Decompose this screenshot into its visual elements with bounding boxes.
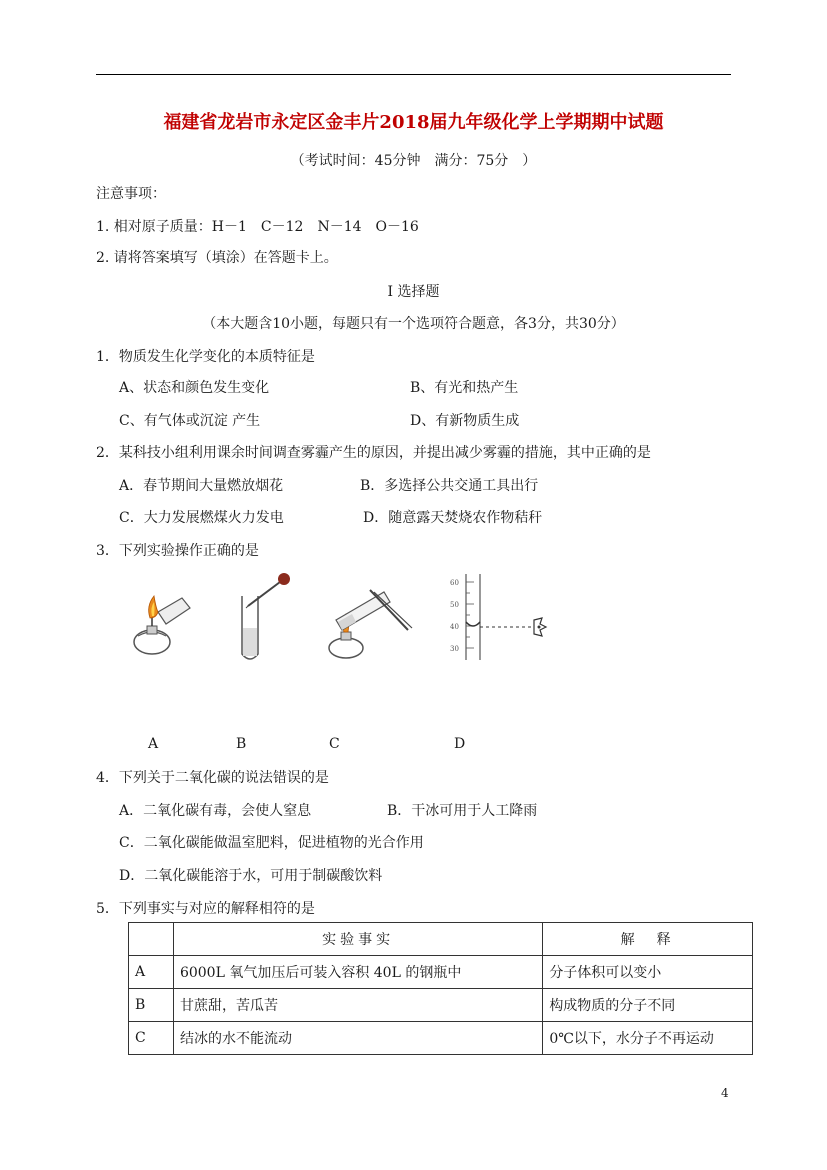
table-header-cell: 解 释 — [543, 923, 753, 956]
q5-table — [128, 922, 753, 1055]
q2-option-a: A．春节期间大量燃放烟花 — [119, 478, 284, 494]
figure-c-heating-test-tube — [326, 572, 416, 664]
q1-stem: 1．物质发生化学变化的本质特征是 — [96, 349, 315, 365]
table-cell: 分子体积可以变小 — [543, 956, 753, 989]
q2-stem: 2．某科技小组利用课余时间调查雾霾产生的原因，并提出减少雾霾的措施，其中正确的是 — [96, 445, 651, 461]
figure-d-graduated-cylinder — [446, 572, 556, 664]
q2-option-c: C．大力发展燃煤火力发电 — [119, 510, 284, 526]
q3-stem: 3．下列实验操作正确的是 — [96, 543, 259, 559]
table-cell: 6000L 氧气加压后可装入容积 40L 的钢瓶中 — [173, 956, 542, 989]
table-cell: A — [129, 956, 174, 989]
section-desc: （本大题含10小题，每题只有一个选项符合题意，各3分，共30分） — [202, 316, 625, 332]
table-cell: 甘蔗甜，苦瓜苦 — [173, 989, 542, 1022]
table-row — [129, 989, 753, 1022]
figure-a-alcohol-lamp — [128, 572, 198, 664]
notes-heading: 注意事项： — [96, 186, 166, 202]
q4-stem: 4．下列关于二氧化碳的说法错误的是 — [96, 770, 329, 786]
section-title: I 选择题 — [387, 284, 440, 300]
table-cell: 构成物质的分子不同 — [543, 989, 753, 1022]
q1-option-b: B、有光和热产生 — [410, 380, 519, 396]
q4-option-b: B．干冰可用于人工降雨 — [387, 803, 538, 819]
q1-option-a: A、状态和颜色发生变化 — [119, 380, 270, 396]
q2-option-b: B．多选择公共交通工具出行 — [360, 478, 539, 494]
q1-option-d: D、有新物质生成 — [410, 413, 520, 429]
figure-b-dropper-test-tube — [228, 572, 298, 664]
exam-info: （考试时间：45分钟 满分：75分 ） — [290, 153, 537, 169]
table-cell: B — [129, 989, 174, 1022]
page-title: 福建省龙岩市永定区金丰片2018届九年级化学上学期期中试题 — [163, 112, 664, 133]
page-number: 4 — [721, 1086, 729, 1100]
table-cell: C — [129, 1022, 174, 1055]
scale-tick-30: 30 — [450, 645, 459, 653]
note-1: 1. 相对原子质量：H－1 C－12 N－14 O－16 — [96, 219, 419, 235]
q4-option-c: C．二氧化碳能做温室肥料，促进植物的光合作用 — [119, 835, 424, 851]
table-row — [129, 956, 753, 989]
figure-label-b: B — [236, 736, 247, 752]
table-header-row — [129, 923, 753, 956]
table-header-cell: 实验事实 — [173, 923, 542, 956]
header-rule — [96, 74, 731, 75]
figure-label-d: D — [454, 736, 466, 752]
table-cell: 结冰的水不能流动 — [173, 1022, 542, 1055]
q2-option-d: D．随意露天焚烧农作物秸秆 — [363, 510, 543, 526]
scale-tick-40: 40 — [450, 623, 459, 631]
figure-label-c: C — [329, 736, 340, 752]
figure-label-a: A — [148, 736, 159, 752]
scale-tick-60: 60 — [450, 579, 459, 587]
q4-option-a: A．二氧化碳有毒，会使人窒息 — [119, 803, 312, 819]
q1-option-c: C、有气体或沉淀 产生 — [119, 413, 261, 429]
table-header-cell — [129, 923, 174, 956]
note-2: 2. 请将答案填写（填涂）在答题卡上。 — [96, 250, 338, 266]
table-row — [129, 1022, 753, 1055]
table-cell: 0℃以下，水分子不再运动 — [543, 1022, 753, 1055]
scale-tick-50: 50 — [450, 601, 459, 609]
q4-option-d: D．二氧化碳能溶于水，可用于制碳酸饮料 — [119, 868, 383, 884]
q5-stem: 5．下列事实与对应的解释相符的是 — [96, 901, 315, 917]
